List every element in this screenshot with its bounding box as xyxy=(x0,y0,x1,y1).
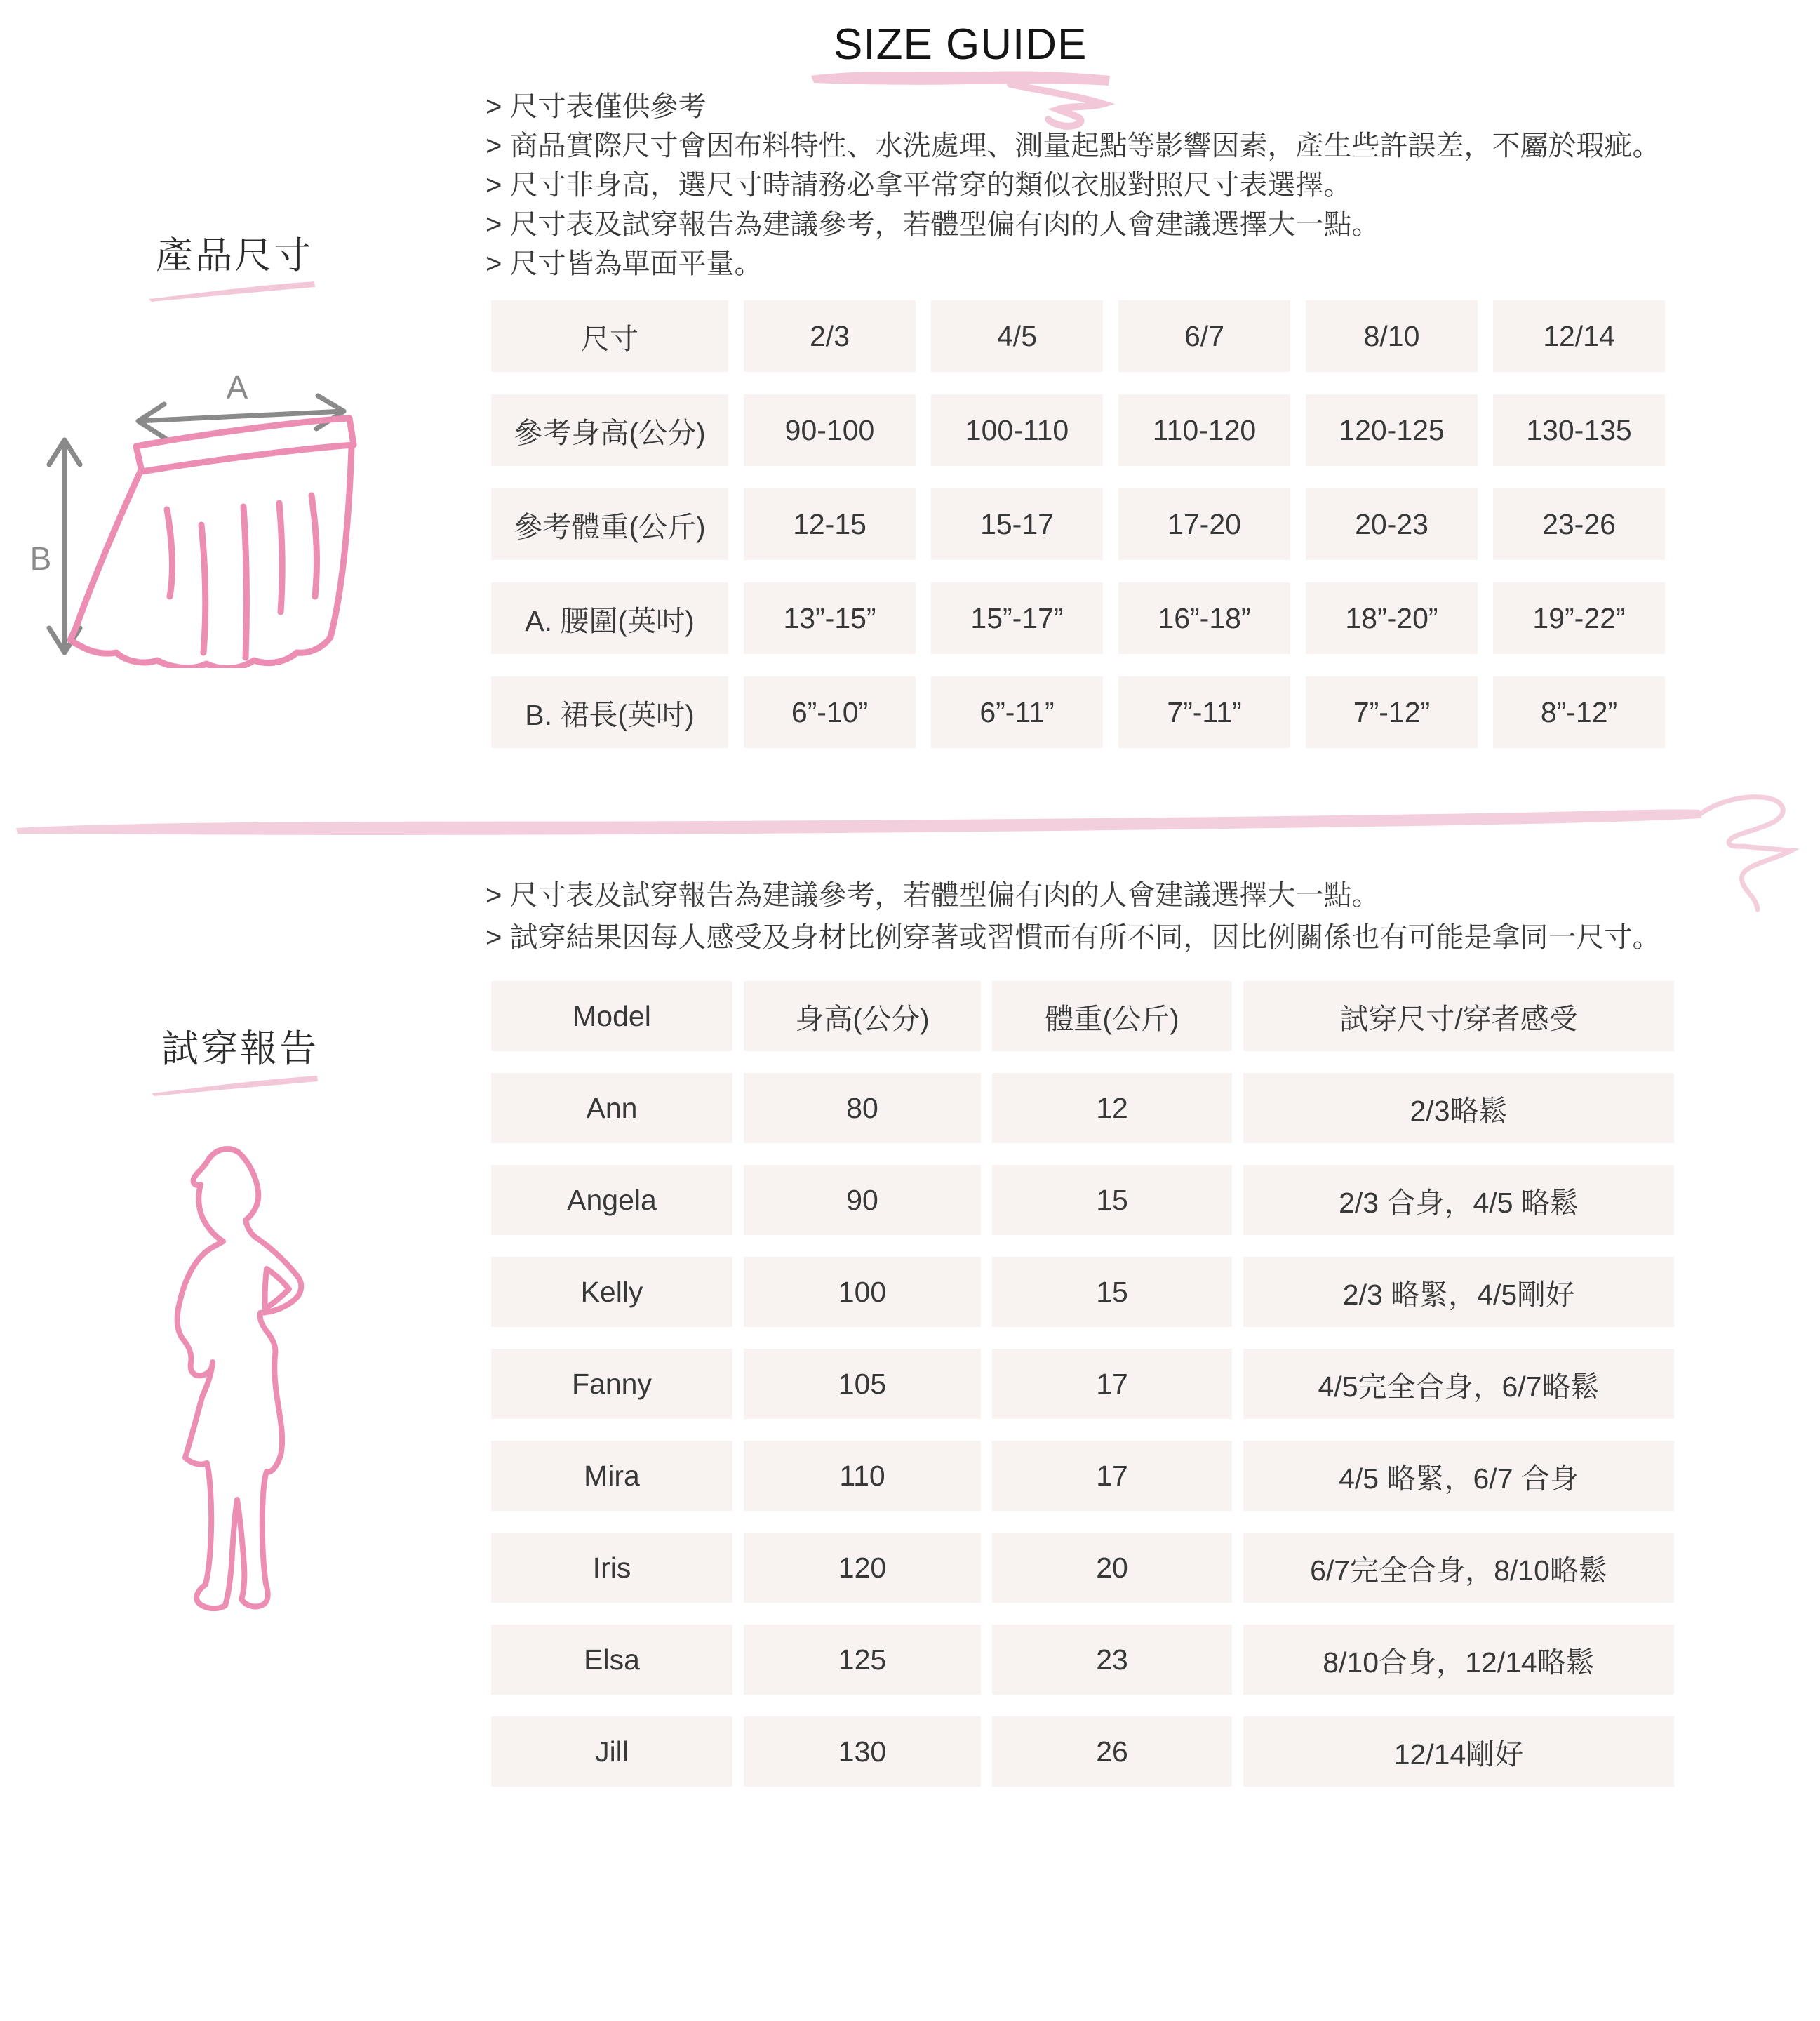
dimension-label-b: B xyxy=(29,540,52,577)
fit-table-weight: 17 xyxy=(992,1441,1232,1511)
size-table-row-label: A. 腰圍(英吋) xyxy=(491,582,728,654)
fit-table-feedback: 4/5完全合身，6/7略鬆 xyxy=(1243,1349,1674,1419)
size-table-value: 100-110 xyxy=(931,394,1103,466)
size-table-row-label: B. 裙長(英吋) xyxy=(491,676,728,748)
fit-table-model: Ann xyxy=(491,1073,732,1143)
fit-table-feedback: 4/5 略緊，6/7 合身 xyxy=(1243,1441,1674,1511)
size-table-value: 19”-22” xyxy=(1493,582,1665,654)
size-table-header-cell: 尺寸 xyxy=(491,300,728,372)
fit-table-model: Elsa xyxy=(491,1625,732,1695)
fit-table-height: 100 xyxy=(744,1257,981,1327)
fit-table-weight: 20 xyxy=(992,1533,1232,1603)
fit-table-height: 80 xyxy=(744,1073,981,1143)
note-line: > 尺寸表及試穿報告為建議參考，若體型偏有肉的人會建議選擇大一點。 xyxy=(486,880,1380,911)
size-table-value: 130-135 xyxy=(1493,394,1665,466)
fit-table-weight: 15 xyxy=(992,1165,1232,1235)
fit-table-weight: 17 xyxy=(992,1349,1232,1419)
size-table-row-label: 參考體重(公斤) xyxy=(491,488,728,560)
underline-brush-decoration xyxy=(146,278,318,302)
note-line: > 尺寸皆為單面平量。 xyxy=(486,248,763,279)
fit-table-header-cell: 試穿尺寸/穿者感受 xyxy=(1243,981,1674,1051)
size-table-value: 23-26 xyxy=(1493,488,1665,560)
note-line: > 尺寸非身高，選尺寸時請務必拿平常穿的類似衣服對照尺寸表選擇。 xyxy=(486,170,1352,201)
size-table-value: 7”-12” xyxy=(1306,676,1478,748)
fit-table-feedback: 2/3 略緊，4/5剛好 xyxy=(1243,1257,1674,1327)
fit-table-model: Angela xyxy=(491,1165,732,1235)
size-table-value: 15”-17” xyxy=(931,582,1103,654)
fit-table-feedback: 12/14剛好 xyxy=(1243,1716,1674,1787)
fit-table-weight: 15 xyxy=(992,1257,1232,1327)
fit-table-weight: 26 xyxy=(992,1716,1232,1787)
size-table-value: 8”-12” xyxy=(1493,676,1665,748)
size-table-header-cell: 12/14 xyxy=(1493,300,1665,372)
size-table-value: 20-23 xyxy=(1306,488,1478,560)
fitting-report-table xyxy=(491,981,1674,1787)
size-table-value: 15-17 xyxy=(931,488,1103,560)
fit-table-model: Iris xyxy=(491,1533,732,1603)
size-table-row-label: 參考身高(公分) xyxy=(491,394,728,466)
fit-table-weight: 12 xyxy=(992,1073,1232,1143)
fitting-report-section-label: 試穿報告 xyxy=(161,1028,319,1069)
size-table-header-cell: 8/10 xyxy=(1306,300,1478,372)
size-table-value: 6”-11” xyxy=(931,676,1103,748)
fit-table-height: 125 xyxy=(744,1625,981,1695)
note-line: > 尺寸表及試穿報告為建議參考，若體型偏有肉的人會建議選擇大一點。 xyxy=(486,209,1380,240)
size-table-value: 13”-15” xyxy=(744,582,916,654)
note-line: > 商品實際尺寸會因布料特性、水洗處理、測量起點等影響因素，產生些許誤差，不屬於瑕疵。 xyxy=(486,131,1661,161)
size-table-value: 6”-10” xyxy=(744,676,916,748)
size-table-value: 90-100 xyxy=(744,394,916,466)
size-table-value: 110-120 xyxy=(1118,394,1290,466)
size-table-value: 7”-11” xyxy=(1118,676,1290,748)
fit-notes xyxy=(486,874,1660,959)
fit-table-header-cell: 身高(公分) xyxy=(744,981,981,1051)
size-table-header-cell: 2/3 xyxy=(744,300,916,372)
fit-table-height: 90 xyxy=(744,1165,981,1235)
size-table xyxy=(491,300,1665,748)
fit-table-height: 120 xyxy=(744,1533,981,1603)
fit-table-model: Fanny xyxy=(491,1349,732,1419)
page-title: SIZE GUIDE xyxy=(834,20,1088,69)
size-table-value: 12-15 xyxy=(744,488,916,560)
size-table-value: 18”-20” xyxy=(1306,582,1478,654)
size-table-value: 16”-18” xyxy=(1118,582,1290,654)
fit-table-header-cell: 體重(公斤) xyxy=(992,981,1232,1051)
fit-table-model: Jill xyxy=(491,1716,732,1787)
fit-table-model: Kelly xyxy=(491,1257,732,1327)
fit-table-feedback: 6/7完全合身，8/10略鬆 xyxy=(1243,1533,1674,1603)
skirt-illustration xyxy=(70,418,354,668)
fit-table-height: 110 xyxy=(744,1441,981,1511)
size-table-value: 120-125 xyxy=(1306,394,1478,466)
fit-table-feedback: 2/3略鬆 xyxy=(1243,1073,1674,1143)
girl-silhouette-illustration xyxy=(160,1144,311,1635)
fit-table-model: Mira xyxy=(491,1441,732,1511)
size-notes xyxy=(486,87,1660,284)
fit-table-height: 130 xyxy=(744,1716,981,1787)
dimension-label-a: A xyxy=(226,369,248,406)
note-line: > 尺寸表僅供參考 xyxy=(486,91,707,122)
size-table-value: 17-20 xyxy=(1118,488,1290,560)
fit-table-feedback: 2/3 合身，4/5 略鬆 xyxy=(1243,1165,1674,1235)
size-table-header-cell: 6/7 xyxy=(1118,300,1290,372)
underline-brush-decoration xyxy=(149,1072,321,1096)
fit-table-feedback: 8/10合身，12/14略鬆 xyxy=(1243,1625,1674,1695)
note-line: > 試穿結果因每人感受及身材比例穿著或習慣而有所不同，因比例關係也有可能是拿同一尺寸。 xyxy=(486,922,1661,953)
size-table-header-cell: 4/5 xyxy=(931,300,1103,372)
fit-table-header-cell: Model xyxy=(491,981,732,1051)
fit-table-height: 105 xyxy=(744,1349,981,1419)
fit-table-weight: 23 xyxy=(992,1625,1232,1695)
product-size-section-label: 產品尺寸 xyxy=(156,235,313,276)
skirt-measurement-diagram xyxy=(29,359,408,668)
